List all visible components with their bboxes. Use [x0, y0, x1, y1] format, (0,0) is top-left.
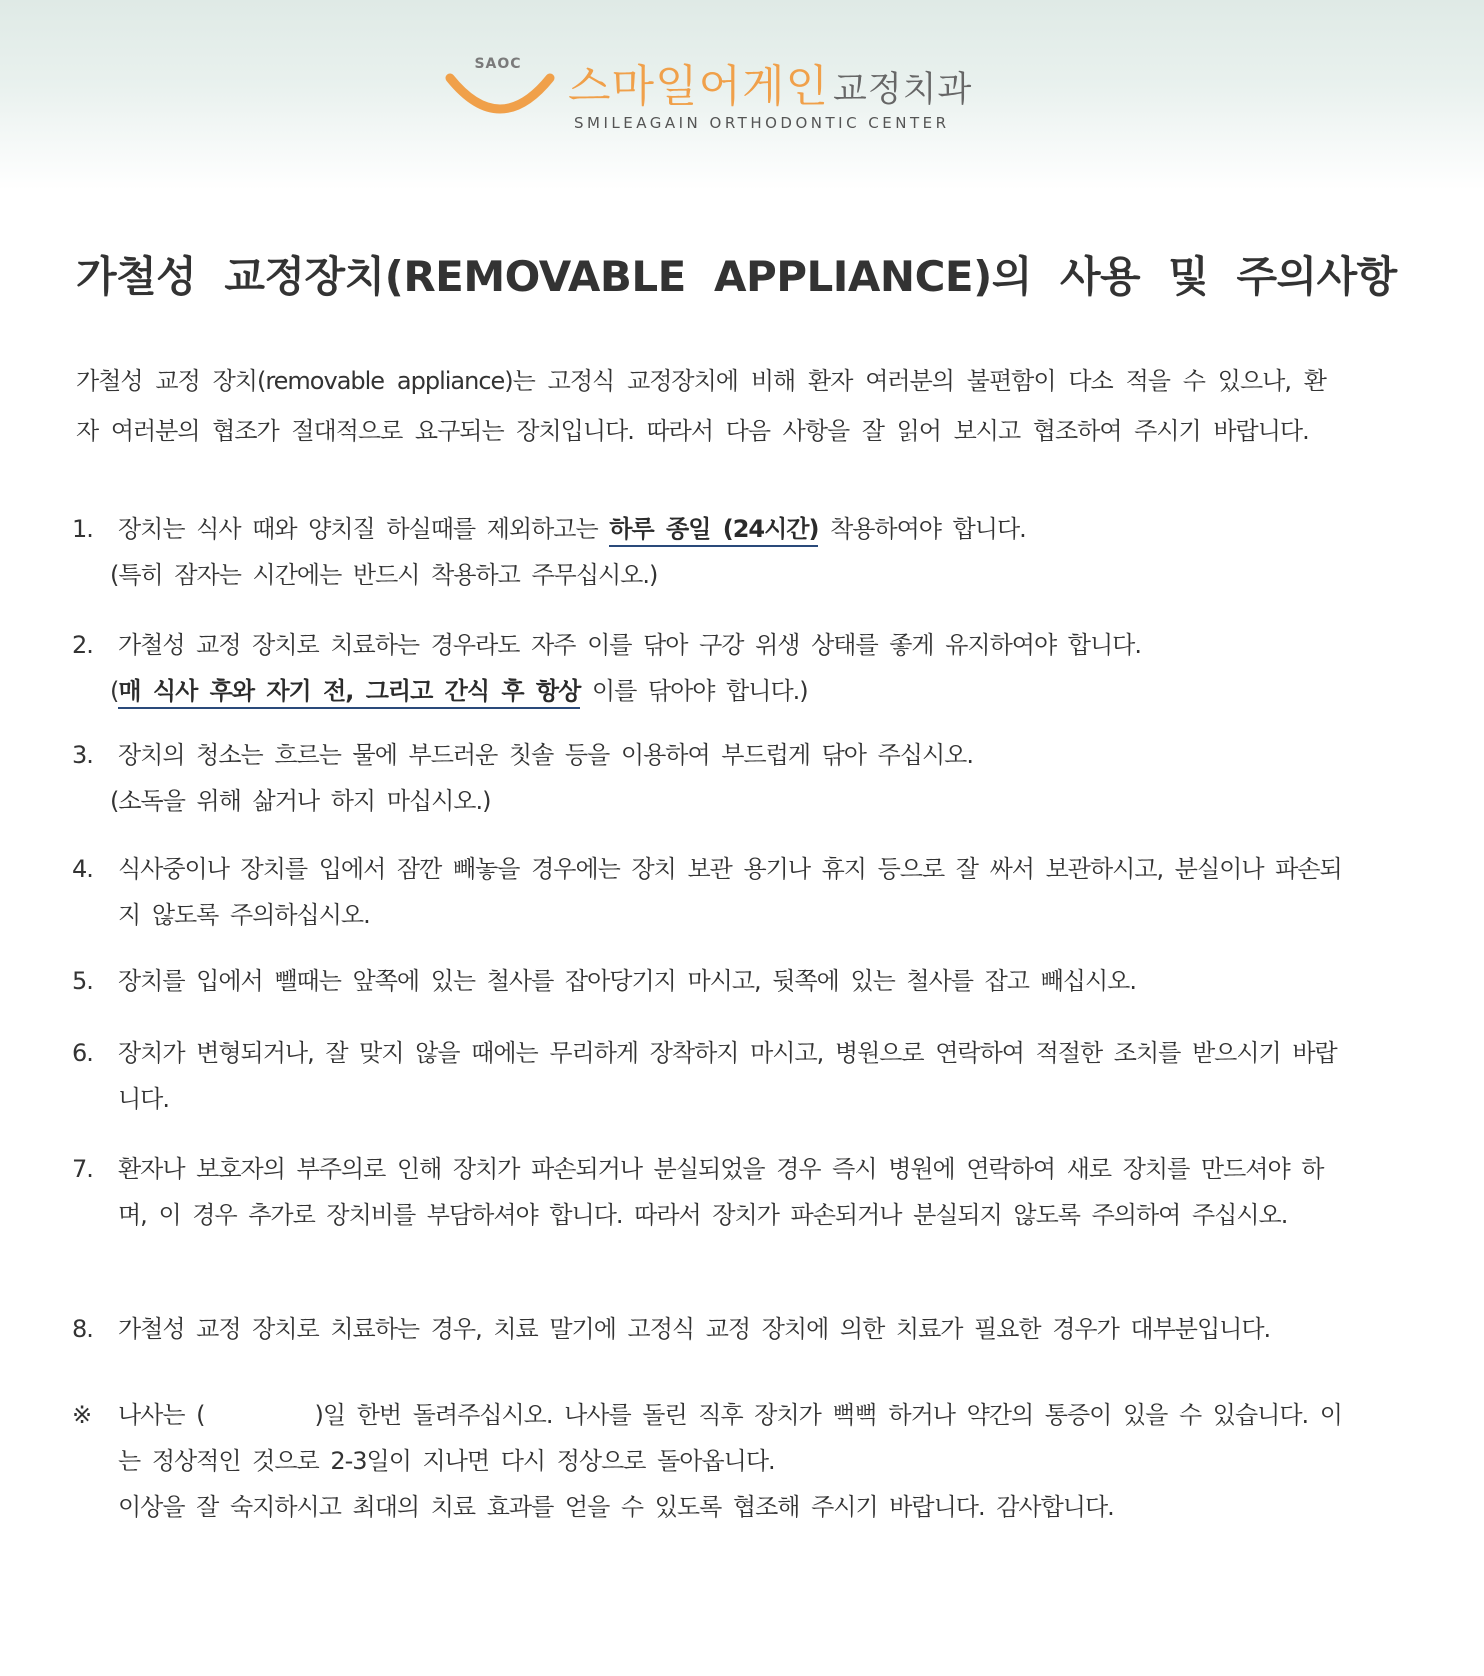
list-item-number: 7.: [72, 1155, 93, 1183]
reference-mark-icon: ※: [72, 1401, 92, 1429]
list-item-body: 장치가 변형되거나, 잘 맞지 않을 때에는 무리하게 장착하지 마시고, 병원으로 연락하여 적절한 조치를 받으시기 바랍니다.: [118, 1039, 1337, 1113]
brand-subtitle: SMILEAGAIN ORTHODONTIC CENTER: [574, 114, 950, 132]
list-item: [72, 846, 1342, 938]
list-item-body: 환자나 보호자의 부주의로 인해 장치가 파손되거나 분실되었을 경우 즉시 병원에 연락하여 새로 장치를 만드셔야 하며, 이 경우 추가로 장치비를 부담하셔야 합니다. 따라서 장치가 파손되거나 분실되지 않도록 주의하여 주십시오.: [118, 1155, 1324, 1229]
brand-suffix: 교정치과: [833, 70, 973, 110]
list-item-number: 2.: [72, 631, 93, 659]
screw-note-text-start: 나사는 (: [118, 1401, 205, 1429]
smile-logo-icon: [440, 40, 560, 126]
list-item-body: 가철성 교정 장치로 치료하는 경우, 치료 말기에 고정식 교정 장치에 의한 치료가 필요한 경우가 대부분입니다.: [118, 1315, 1271, 1343]
list-item-number: 3.: [72, 741, 93, 769]
closing-remark: 이상을 잘 숙지하시고 최대의 치료 효과를 얻을 수 있도록 협조해 주시기 바랍니다. 감사합니다.: [118, 1493, 1114, 1521]
list-item: [72, 622, 1342, 714]
subnote-open-paren: (: [110, 677, 119, 705]
list-item-body: [110, 732, 1342, 824]
list-item-text: 장치의 청소는 흐르는 물에 부드러운 칫솔 등을 이용하여 부드럽게 닦아 주십시오.: [118, 741, 973, 769]
list-item-subnote: (특히 잠자는 시간에는 반드시 착용하고 주무십시오.): [110, 561, 658, 589]
document-title-text: 가철성 교정장치(REMOVABLE APPLIANCE)의 사용 및 주의사항: [76, 252, 1397, 301]
list-item-number: 1.: [72, 515, 93, 543]
list-item-number: 5.: [72, 967, 93, 995]
screw-note-text: )일 한번 돌려주십시오. 나사를 돌린 직후 장치가 뻑뻑 하거나 약간의 통증이 있을 수 있습니다. 이는 정상적인 것으로 2-3일이 지나면 다시 정상으로 돌아옵니다.: [118, 1401, 1342, 1475]
list-item-number: 6.: [72, 1039, 93, 1067]
clinic-logo: [440, 40, 1000, 140]
list-item: [72, 506, 1342, 598]
list-item: [72, 1146, 1342, 1238]
list-item-body: 장치를 입에서 뺄때는 앞쪽에 있는 철사를 잡아당기지 마시고, 뒷쪽에 있는 철사를 잡고 빼십시오.: [118, 967, 1136, 995]
brand-name-text: 스마일어게인: [568, 61, 830, 112]
list-item-body: [110, 622, 1342, 714]
list-item-body: [110, 506, 1342, 598]
screw-note-body: [118, 1392, 1342, 1530]
brand-name: [568, 50, 972, 114]
screw-note: [72, 1392, 1342, 1530]
emphasized-text: 하루 종일 (24시간): [609, 515, 818, 547]
list-item-number: 8.: [72, 1315, 93, 1343]
list-item-text: 가철성 교정 장치로 치료하는 경우라도 자주 이를 닦아 구강 위생 상태를 좋게 유지하여야 합니다.: [118, 631, 1141, 659]
list-item-subnote: [110, 668, 1342, 714]
list-item-subnote: (소독을 위해 삶거나 하지 마십시오.): [110, 787, 491, 815]
intro-paragraph: 가철성 교정 장치(removable appliance)는 고정식 교정장치에 비해 환자 여러분의 불편함이 다소 적을 수 있으나, 환자 여러분의 협조가 절대적으로 요구되는 장치입니다. 따라서 다음 사항을 잘 읽어 보시고 협조하여 주시기 바랍니다.: [76, 367, 1326, 445]
list-item: [72, 732, 1342, 824]
document-title: [76, 244, 1416, 304]
list-item-number: 4.: [72, 855, 93, 883]
subnote-text-end: 이를 닦아야 합니다.): [580, 677, 808, 705]
list-item: [72, 1030, 1342, 1122]
list-item-body: 식사중이나 장치를 입에서 잠깐 빼놓을 경우에는 장치 보관 용기나 휴지 등으로 잘 싸서 보관하시고, 분실이나 파손되지 않도록 주의하십시오.: [118, 855, 1342, 929]
list-item: [72, 1306, 1342, 1352]
logo-mark-text: SAOC: [474, 56, 522, 72]
list-item: [72, 958, 1342, 1004]
emphasized-text: 매 식사 후와 자기 전, 그리고 간식 후 항상: [118, 677, 580, 709]
list-item-text-end: 착용하여야 합니다.: [818, 515, 1026, 543]
list-item-text: 장치는 식사 때와 양치질 하실때를 제외하고는: [118, 515, 610, 543]
